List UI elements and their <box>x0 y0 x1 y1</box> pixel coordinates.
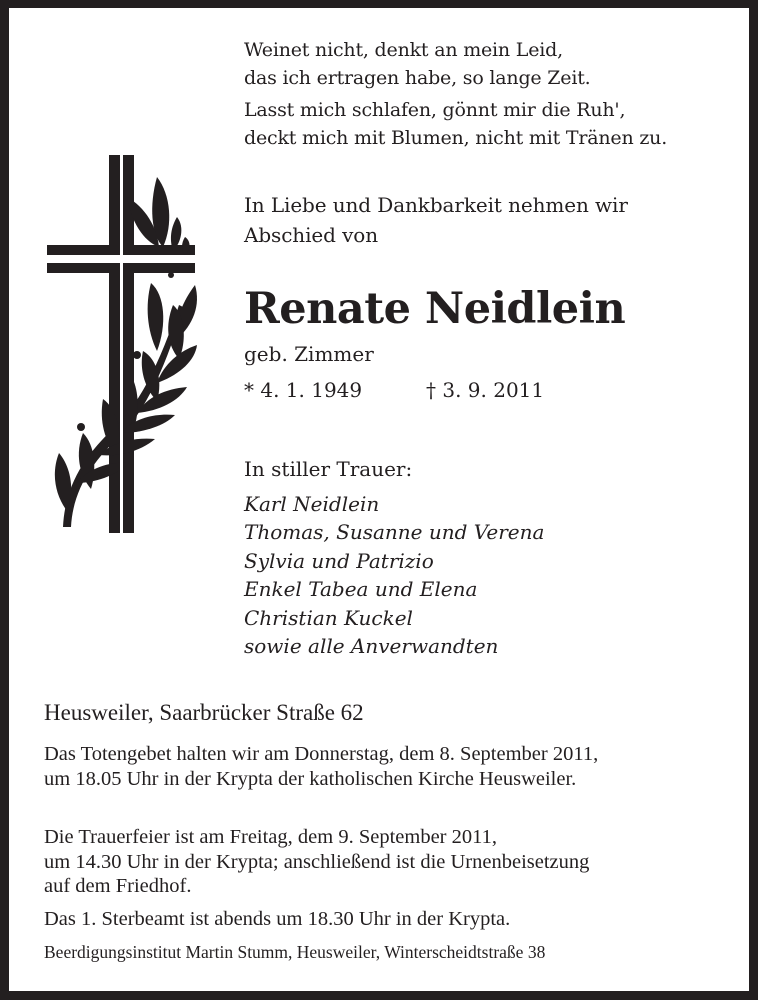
cross-with-palm-branch-icon <box>45 155 205 535</box>
farewell-intro <box>244 190 628 250</box>
mourners-list <box>244 490 544 660</box>
requiem-info <box>44 907 510 932</box>
birth-date: * 4. 1. 1949 <box>244 378 363 402</box>
funeral-home: Beerdigungsinstitut Martin Stumm, Heusweiler, Winterscheidtstraße 38 <box>44 942 546 962</box>
poem-stanza-2 <box>244 96 667 152</box>
mourner: Sylvia und Patrizio <box>244 548 434 573</box>
mourner: Christian Kuckel <box>244 605 413 630</box>
mourner: sowie alle Anverwandten <box>244 634 499 659</box>
poem-line: Weinet nicht, denkt an mein Leid, <box>244 39 563 61</box>
info-line: um 18.05 Uhr in der Krypta der katholischen Kirche Heusweiler. <box>44 767 577 790</box>
mourner: Enkel Tabea und Elena <box>244 577 478 602</box>
prayer-info <box>44 742 598 791</box>
poem-line: das ich ertragen habe, so lange Zeit. <box>244 67 591 89</box>
life-dates <box>244 376 544 404</box>
info-line: Das 1. Sterbeamt ist abends um 18.30 Uhr in der Krypta. <box>44 908 511 930</box>
deceased-name: Renate Neidlein <box>244 284 626 334</box>
family-address: Heusweiler, Saarbrücker Straße 62 <box>44 700 364 725</box>
mourner: Thomas, Susanne und Verena <box>244 520 545 545</box>
mourner: Karl Neidlein <box>244 492 380 516</box>
poem-line: Lasst mich schlafen, gönnt mir die Ruh', <box>244 99 626 121</box>
info-line: um 14.30 Uhr in der Krypta; anschließend ist die Urnenbeisetzung <box>44 850 590 873</box>
poem-stanza-1 <box>244 36 591 92</box>
funeral-info <box>44 825 589 899</box>
intro-line: Abschied von <box>244 223 379 247</box>
intro-line: In Liebe und Dankbarkeit nehmen wir <box>244 193 628 217</box>
birth-name: geb. Zimmer <box>244 342 374 366</box>
info-line: auf dem Friedhof. <box>44 875 192 897</box>
poem-line: deckt mich mit Blumen, nicht mit Tränen zu. <box>244 127 668 149</box>
death-date: † 3. 9. 2011 <box>426 378 545 402</box>
mourning-label: In stiller Trauer: <box>244 457 413 481</box>
info-line: Das Totengebet halten wir am Donnerstag, dem 8. September 2011, <box>44 743 599 765</box>
info-line: Die Trauerfeier ist am Freitag, dem 9. September 2011, <box>44 826 497 848</box>
